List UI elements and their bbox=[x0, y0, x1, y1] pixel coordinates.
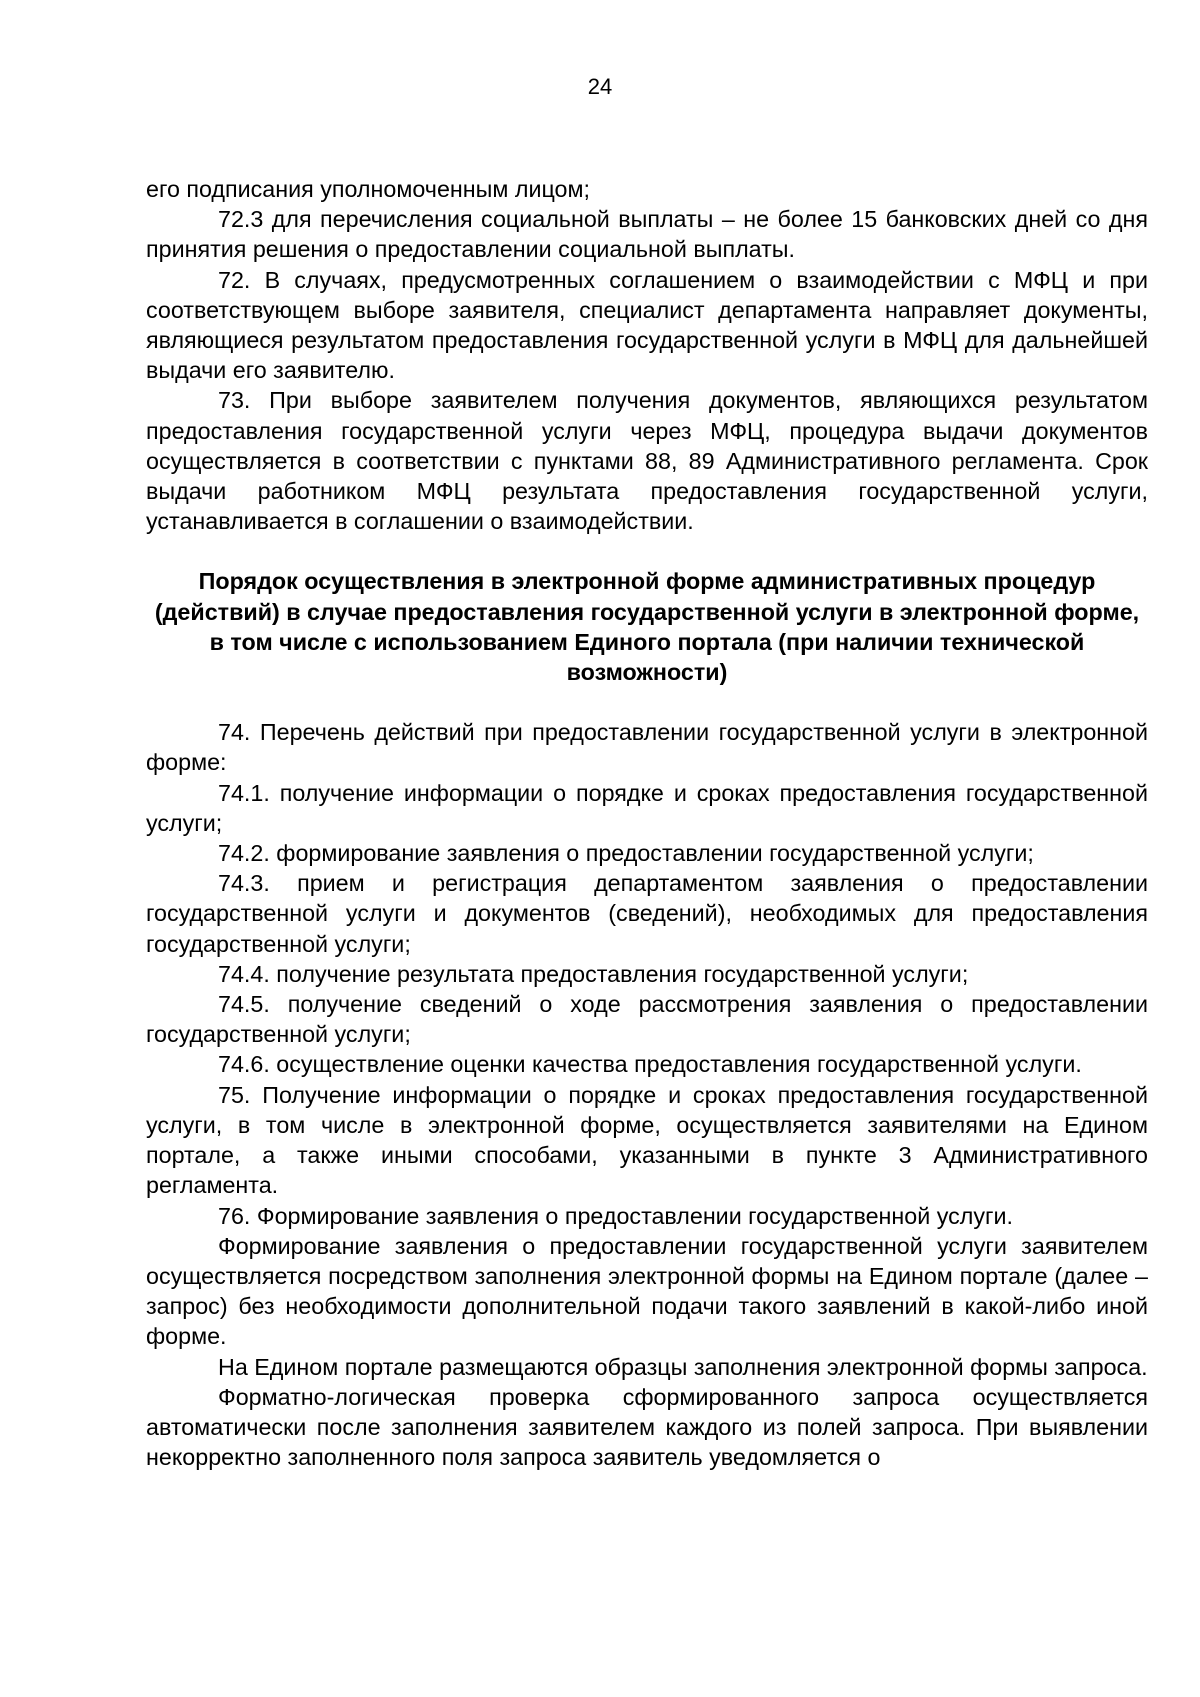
page-number: 24 bbox=[587, 74, 613, 99]
paragraph: 75. Получение информации о порядке и сроках предоставления государственной услуги, в том числе в электронной форме, осуществляется заявителями на Едином портале, а также иными способами, указанными в пункте 3 Административного регламента. bbox=[146, 1081, 1148, 1199]
paragraph: 72.3 для перечисления социальной выплаты – не более 15 банковских дней со дня принятия решения о предоставлении социальной выплаты. bbox=[146, 206, 1148, 263]
paragraph: 74.3. прием и регистрация департаментом заявления о предоставлении государственной услуги и документов (сведений), необходимых для предоставления государственной услуги; bbox=[146, 870, 1148, 957]
paragraph: 76. Формирование заявления о предоставлении государственной услуги. bbox=[218, 1202, 1013, 1229]
document-body bbox=[146, 174, 1148, 1472]
paragraph: 74.6. осуществление оценки качества предоставления государственной услуги. bbox=[218, 1051, 1082, 1078]
paragraph: 72. В случаях, предусмотренных соглашением о взаимодействии с МФЦ и при соответствующем выборе заявителя, специалист департамента направляет документы, являющиеся результатом предоставления государственной услуги в МФЦ для дальнейшей выдачи его заявителю. bbox=[146, 266, 1148, 384]
paragraph: 74.5. получение сведений о ходе рассмотрения заявления о предоставлении государственной услуги; bbox=[146, 991, 1148, 1048]
paragraph: его подписания уполномоченным лицом; bbox=[146, 176, 591, 202]
paragraph: 73. При выборе заявителем получения документов, являющихся результатом предоставления государственной услуги через МФЦ, процедура выдачи документов осуществляется в соответствии с пунктами 88, 89 Административного регламента. Срок выдачи работником МФЦ результата предоставления государственной услуги, устанавливается в соглашении о взаимодействии. bbox=[146, 387, 1148, 535]
paragraph: 74.4. получение результата предоставления государственной услуги; bbox=[218, 960, 969, 987]
paragraph: 74.1. получение информации о порядке и сроках предоставления государственной услуги; bbox=[146, 779, 1148, 836]
section-heading: Порядок осуществления в электронной форме административных процедур (действий) в случае предоставления государственной услуги в электронной форме, в том числе с использованием Единого портала (при наличии технической возможности) bbox=[154, 568, 1140, 686]
paragraph: 74. Перечень действий при предоставлении государственной услуги в электронной форме: bbox=[146, 719, 1148, 776]
paragraph: 74.2. формирование заявления о предоставлении государственной услуги; bbox=[218, 840, 1034, 867]
paragraph: На Едином портале размещаются образцы заполнения электронной формы запроса. bbox=[218, 1353, 1148, 1380]
paragraph: Форматно-логическая проверка сформированного запроса осуществляется автоматически после заполнения заявителем каждого из полей запроса. При выявлении некорректно заполненного поля запроса заявитель уведомляется о bbox=[146, 1383, 1148, 1471]
paragraph: Формирование заявления о предоставлении государственной услуги заявителем осуществляется посредством заполнения электронной формы на Едином портале (далее – запрос) без необходимости дополнительной подачи такого заявлений в какой-либо иной форме. bbox=[146, 1232, 1148, 1350]
